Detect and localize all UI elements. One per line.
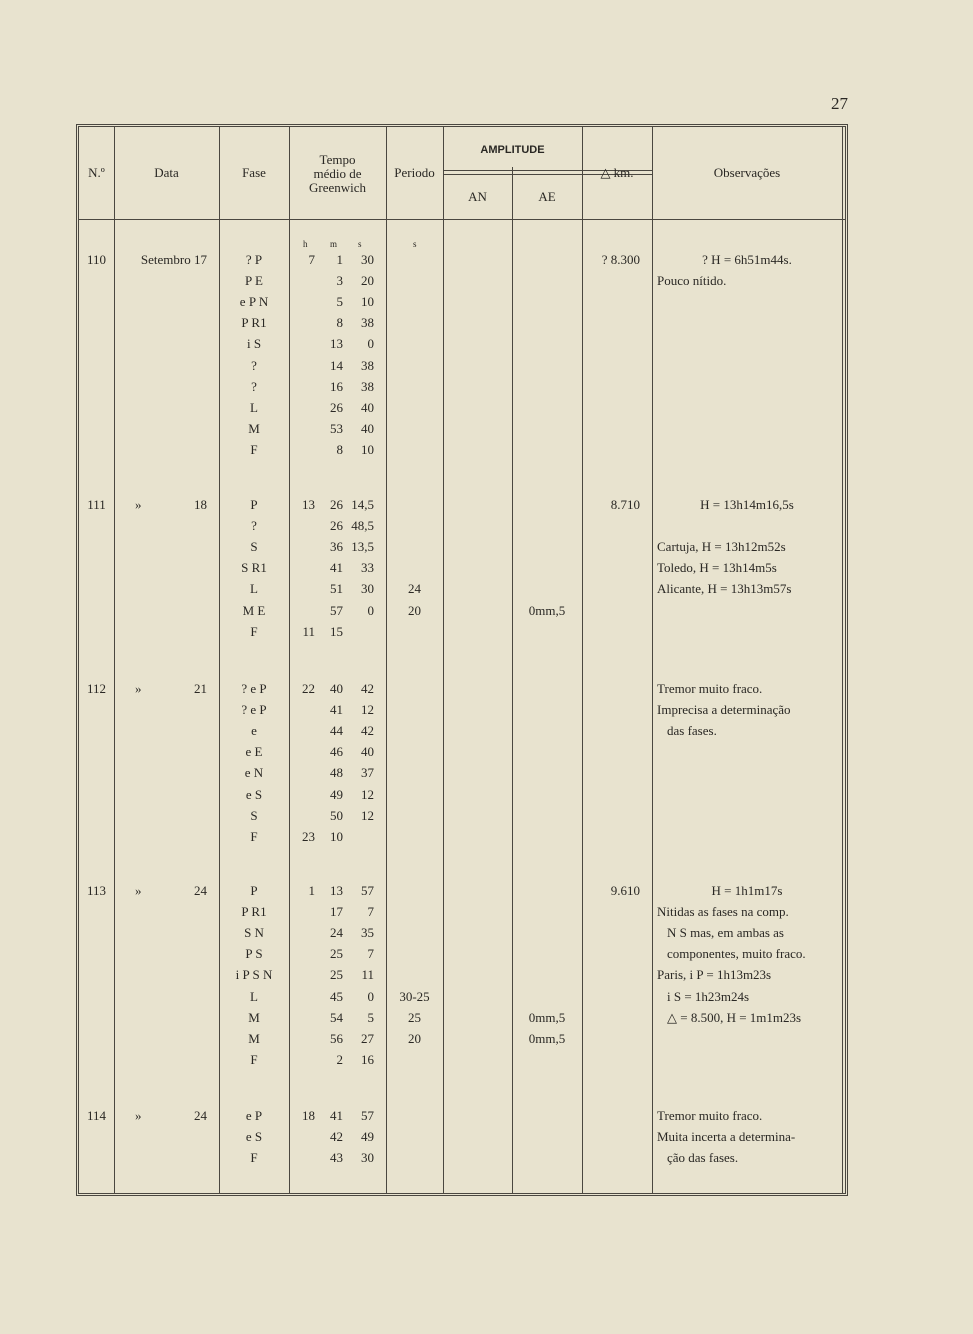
time-seconds: 40 bbox=[361, 744, 374, 760]
header-ae: AE bbox=[538, 189, 556, 204]
header-no: N.º bbox=[88, 165, 105, 180]
time-minutes: 3 bbox=[336, 273, 343, 289]
time-minutes: 41 bbox=[330, 1108, 343, 1123]
time-seconds: 37 bbox=[361, 765, 374, 781]
time-hours: 13 bbox=[302, 497, 315, 512]
phase: e S bbox=[245, 786, 263, 802]
time-hours: 23 bbox=[302, 828, 315, 844]
date: Setembro 17 bbox=[140, 252, 207, 267]
time-minutes: 46 bbox=[330, 744, 343, 760]
amplitude-ae: 0mm,5 bbox=[528, 602, 566, 618]
col-divider bbox=[289, 127, 290, 1193]
time-minutes: 26 bbox=[330, 399, 343, 415]
phase: F bbox=[250, 441, 258, 457]
time-seconds: 12 bbox=[361, 807, 374, 823]
unit-minutes: m bbox=[330, 239, 338, 249]
time-seconds: 57 bbox=[361, 1108, 374, 1123]
col-divider bbox=[443, 127, 444, 1193]
time-minutes: 56 bbox=[330, 1030, 343, 1046]
observation: Tremor muito fraco. bbox=[657, 681, 763, 696]
time-minutes: 48 bbox=[330, 765, 343, 781]
col-divider bbox=[652, 127, 653, 1193]
phase: P bbox=[250, 883, 258, 898]
time-seconds: 30 bbox=[361, 252, 374, 267]
phase: P bbox=[250, 497, 258, 512]
phase: L bbox=[250, 581, 258, 597]
row-number: 112 bbox=[86, 681, 107, 696]
observation: H = 1h1m17s bbox=[711, 883, 783, 898]
distance-km: 8.710 bbox=[610, 497, 640, 512]
phase: S R1 bbox=[241, 560, 267, 576]
time-seconds: 42 bbox=[361, 681, 374, 696]
time-seconds: 30 bbox=[361, 581, 374, 597]
observation: N S mas, em ambas as bbox=[667, 925, 784, 941]
time-seconds: 0 bbox=[367, 336, 374, 352]
phase: ? P bbox=[245, 252, 263, 267]
time-minutes: 43 bbox=[330, 1150, 343, 1166]
period: 30-25 bbox=[399, 988, 430, 1004]
date-ditto: » bbox=[135, 1108, 142, 1123]
phase: i S bbox=[246, 336, 262, 352]
observation: Cartuja, H = 13h12m52s bbox=[657, 539, 786, 555]
time-minutes: 50 bbox=[330, 807, 343, 823]
phase: e S bbox=[245, 1129, 263, 1145]
date-day: 24 bbox=[194, 1108, 207, 1123]
time-seconds: 27 bbox=[361, 1030, 374, 1046]
time-minutes: 41 bbox=[330, 560, 343, 576]
time-minutes: 25 bbox=[330, 946, 343, 962]
phase: F bbox=[250, 1051, 258, 1067]
phase: P S bbox=[245, 946, 263, 962]
phase: S bbox=[250, 539, 258, 555]
phase: ? bbox=[251, 378, 257, 394]
phase: ? e P bbox=[241, 702, 267, 718]
period: 20 bbox=[408, 602, 421, 618]
phase: M bbox=[248, 1030, 260, 1046]
time-seconds: 30 bbox=[361, 1150, 374, 1166]
header-data: Data bbox=[154, 165, 179, 180]
distance-km: ? 8.300 bbox=[601, 252, 640, 267]
time-minutes: 15 bbox=[330, 623, 343, 639]
header-km: △ km. bbox=[600, 165, 634, 180]
date-ditto: » bbox=[135, 681, 142, 696]
header-fase: Fase bbox=[242, 165, 266, 180]
distance-km: 9.610 bbox=[610, 883, 640, 898]
period: 25 bbox=[408, 1009, 421, 1025]
time-seconds: 7 bbox=[367, 904, 374, 920]
header-an: AN bbox=[468, 189, 487, 204]
time-minutes: 13 bbox=[330, 336, 343, 352]
phase: L bbox=[250, 399, 258, 415]
phase: P E bbox=[245, 273, 263, 289]
time-hours: 22 bbox=[302, 681, 315, 696]
observation: H = 13h14m16,5s bbox=[700, 497, 794, 512]
time-seconds: 10 bbox=[361, 294, 374, 310]
observation: Nitidas as fases na comp. bbox=[657, 904, 789, 920]
col-divider bbox=[582, 127, 583, 1193]
observation: i S = 1h23m24s bbox=[667, 988, 750, 1004]
date-ditto: » bbox=[135, 497, 142, 512]
time-hours: 11 bbox=[302, 623, 315, 639]
observation: componentes, muito fraco. bbox=[667, 946, 806, 962]
time-minutes: 2 bbox=[336, 1051, 343, 1067]
row-number: 113 bbox=[86, 883, 107, 898]
phase: F bbox=[250, 828, 258, 844]
observation: das fases. bbox=[667, 723, 717, 739]
observation: Pouco nítido. bbox=[657, 273, 727, 289]
phase: e P N bbox=[239, 294, 269, 310]
time-minutes: 51 bbox=[330, 581, 343, 597]
time-minutes: 26 bbox=[330, 497, 343, 512]
observation: Toledo, H = 13h14m5s bbox=[657, 560, 777, 576]
time-minutes: 8 bbox=[336, 315, 343, 331]
date-ditto: » bbox=[135, 883, 142, 898]
phase: ? e P bbox=[241, 681, 267, 696]
time-seconds: 38 bbox=[361, 357, 374, 373]
date-day: 18 bbox=[194, 497, 207, 512]
observation: Muita incerta a determina- bbox=[657, 1129, 796, 1145]
time-seconds: 40 bbox=[361, 399, 374, 415]
phase: M E bbox=[242, 602, 266, 618]
page-number: 27 bbox=[831, 94, 848, 113]
header-observacoes: Observações bbox=[713, 165, 781, 180]
unit-seconds: s bbox=[358, 239, 362, 249]
time-seconds: 48,5 bbox=[351, 518, 374, 534]
time-hours: 18 bbox=[302, 1108, 315, 1123]
header-periodo: Periodo bbox=[394, 165, 435, 180]
time-minutes: 1 bbox=[336, 252, 343, 267]
phase: ? bbox=[251, 518, 257, 534]
time-minutes: 13 bbox=[330, 883, 343, 898]
time-minutes: 10 bbox=[330, 828, 343, 844]
time-minutes: 36 bbox=[330, 539, 343, 555]
time-minutes: 53 bbox=[330, 420, 343, 436]
time-minutes: 44 bbox=[330, 723, 343, 739]
col-divider bbox=[842, 127, 843, 1193]
period: 20 bbox=[408, 1030, 421, 1046]
time-minutes: 49 bbox=[330, 786, 343, 802]
phase: i P S N bbox=[235, 967, 273, 983]
time-seconds: 0 bbox=[367, 602, 374, 618]
time-seconds: 38 bbox=[361, 378, 374, 394]
time-minutes: 54 bbox=[330, 1009, 343, 1025]
time-seconds: 40 bbox=[361, 420, 374, 436]
observation: Imprecisa a determinação bbox=[657, 702, 791, 718]
time-minutes: 17 bbox=[330, 904, 343, 920]
header-tempo: Tempo médio de Greenwich bbox=[308, 152, 367, 195]
time-seconds: 20 bbox=[361, 273, 374, 289]
phase: P R1 bbox=[241, 904, 267, 920]
time-minutes: 24 bbox=[330, 925, 343, 941]
time-minutes: 40 bbox=[330, 681, 343, 696]
time-seconds: 10 bbox=[361, 441, 374, 457]
observation: Tremor muito fraco. bbox=[657, 1108, 763, 1123]
phase: L bbox=[250, 988, 258, 1004]
phase: e E bbox=[245, 744, 263, 760]
time-seconds: 12 bbox=[361, 786, 374, 802]
time-minutes: 41 bbox=[330, 702, 343, 718]
col-divider bbox=[114, 127, 115, 1193]
phase: ? bbox=[251, 357, 257, 373]
time-seconds: 13,5 bbox=[351, 539, 374, 555]
phase: e bbox=[251, 723, 257, 739]
time-minutes: 16 bbox=[330, 378, 343, 394]
time-minutes: 8 bbox=[336, 441, 343, 457]
phase: e P bbox=[245, 1108, 263, 1123]
period: 24 bbox=[408, 581, 421, 597]
time-seconds: 49 bbox=[361, 1129, 374, 1145]
header-amplitude: AMPLITUDE bbox=[480, 144, 545, 156]
phase: S bbox=[250, 807, 258, 823]
observation: Alicante, H = 13h13m57s bbox=[657, 581, 792, 597]
time-seconds: 35 bbox=[361, 925, 374, 941]
date-day: 21 bbox=[194, 681, 207, 696]
amplitude-ae: 0mm,5 bbox=[528, 1009, 566, 1025]
time-minutes: 45 bbox=[330, 988, 343, 1004]
time-minutes: 42 bbox=[330, 1129, 343, 1145]
phase: P R1 bbox=[241, 315, 267, 331]
row-number: 110 bbox=[86, 252, 107, 267]
phase: F bbox=[250, 623, 258, 639]
time-seconds: 11 bbox=[361, 967, 374, 983]
row-number: 114 bbox=[86, 1108, 107, 1123]
time-seconds: 12 bbox=[361, 702, 374, 718]
time-minutes: 25 bbox=[330, 967, 343, 983]
observation: ção das fases. bbox=[667, 1150, 739, 1166]
time-seconds: 7 bbox=[367, 946, 374, 962]
time-minutes: 26 bbox=[330, 518, 343, 534]
time-minutes: 57 bbox=[330, 602, 343, 618]
unit-hours: h bbox=[303, 239, 308, 249]
time-minutes: 5 bbox=[336, 294, 343, 310]
time-seconds: 0 bbox=[367, 988, 374, 1004]
time-minutes: 14 bbox=[330, 357, 343, 373]
seismic-table bbox=[76, 124, 848, 1196]
header-rule bbox=[79, 219, 845, 220]
time-seconds: 14,5 bbox=[351, 497, 374, 512]
time-seconds: 33 bbox=[361, 560, 374, 576]
time-seconds: 5 bbox=[367, 1009, 374, 1025]
phase: e N bbox=[244, 765, 264, 781]
time-seconds: 57 bbox=[361, 883, 374, 898]
observation: ? H = 6h51m44s. bbox=[702, 252, 792, 267]
phase: M bbox=[248, 420, 260, 436]
time-seconds: 42 bbox=[361, 723, 374, 739]
observation: Paris, i P = 1h13m23s bbox=[657, 967, 772, 983]
time-hours: 7 bbox=[308, 252, 315, 267]
row-number: 111 bbox=[87, 497, 106, 512]
observation: △ = 8.500, H = 1m1m23s bbox=[667, 1009, 802, 1025]
phase: F bbox=[250, 1150, 258, 1166]
phase: S N bbox=[244, 925, 264, 941]
date-day: 24 bbox=[194, 883, 207, 898]
phase: M bbox=[248, 1009, 260, 1025]
amplitude-ae: 0mm,5 bbox=[528, 1030, 566, 1046]
unit-period-seconds: s bbox=[413, 239, 417, 249]
time-seconds: 16 bbox=[361, 1051, 374, 1067]
time-seconds: 38 bbox=[361, 315, 374, 331]
time-hours: 1 bbox=[308, 883, 315, 898]
